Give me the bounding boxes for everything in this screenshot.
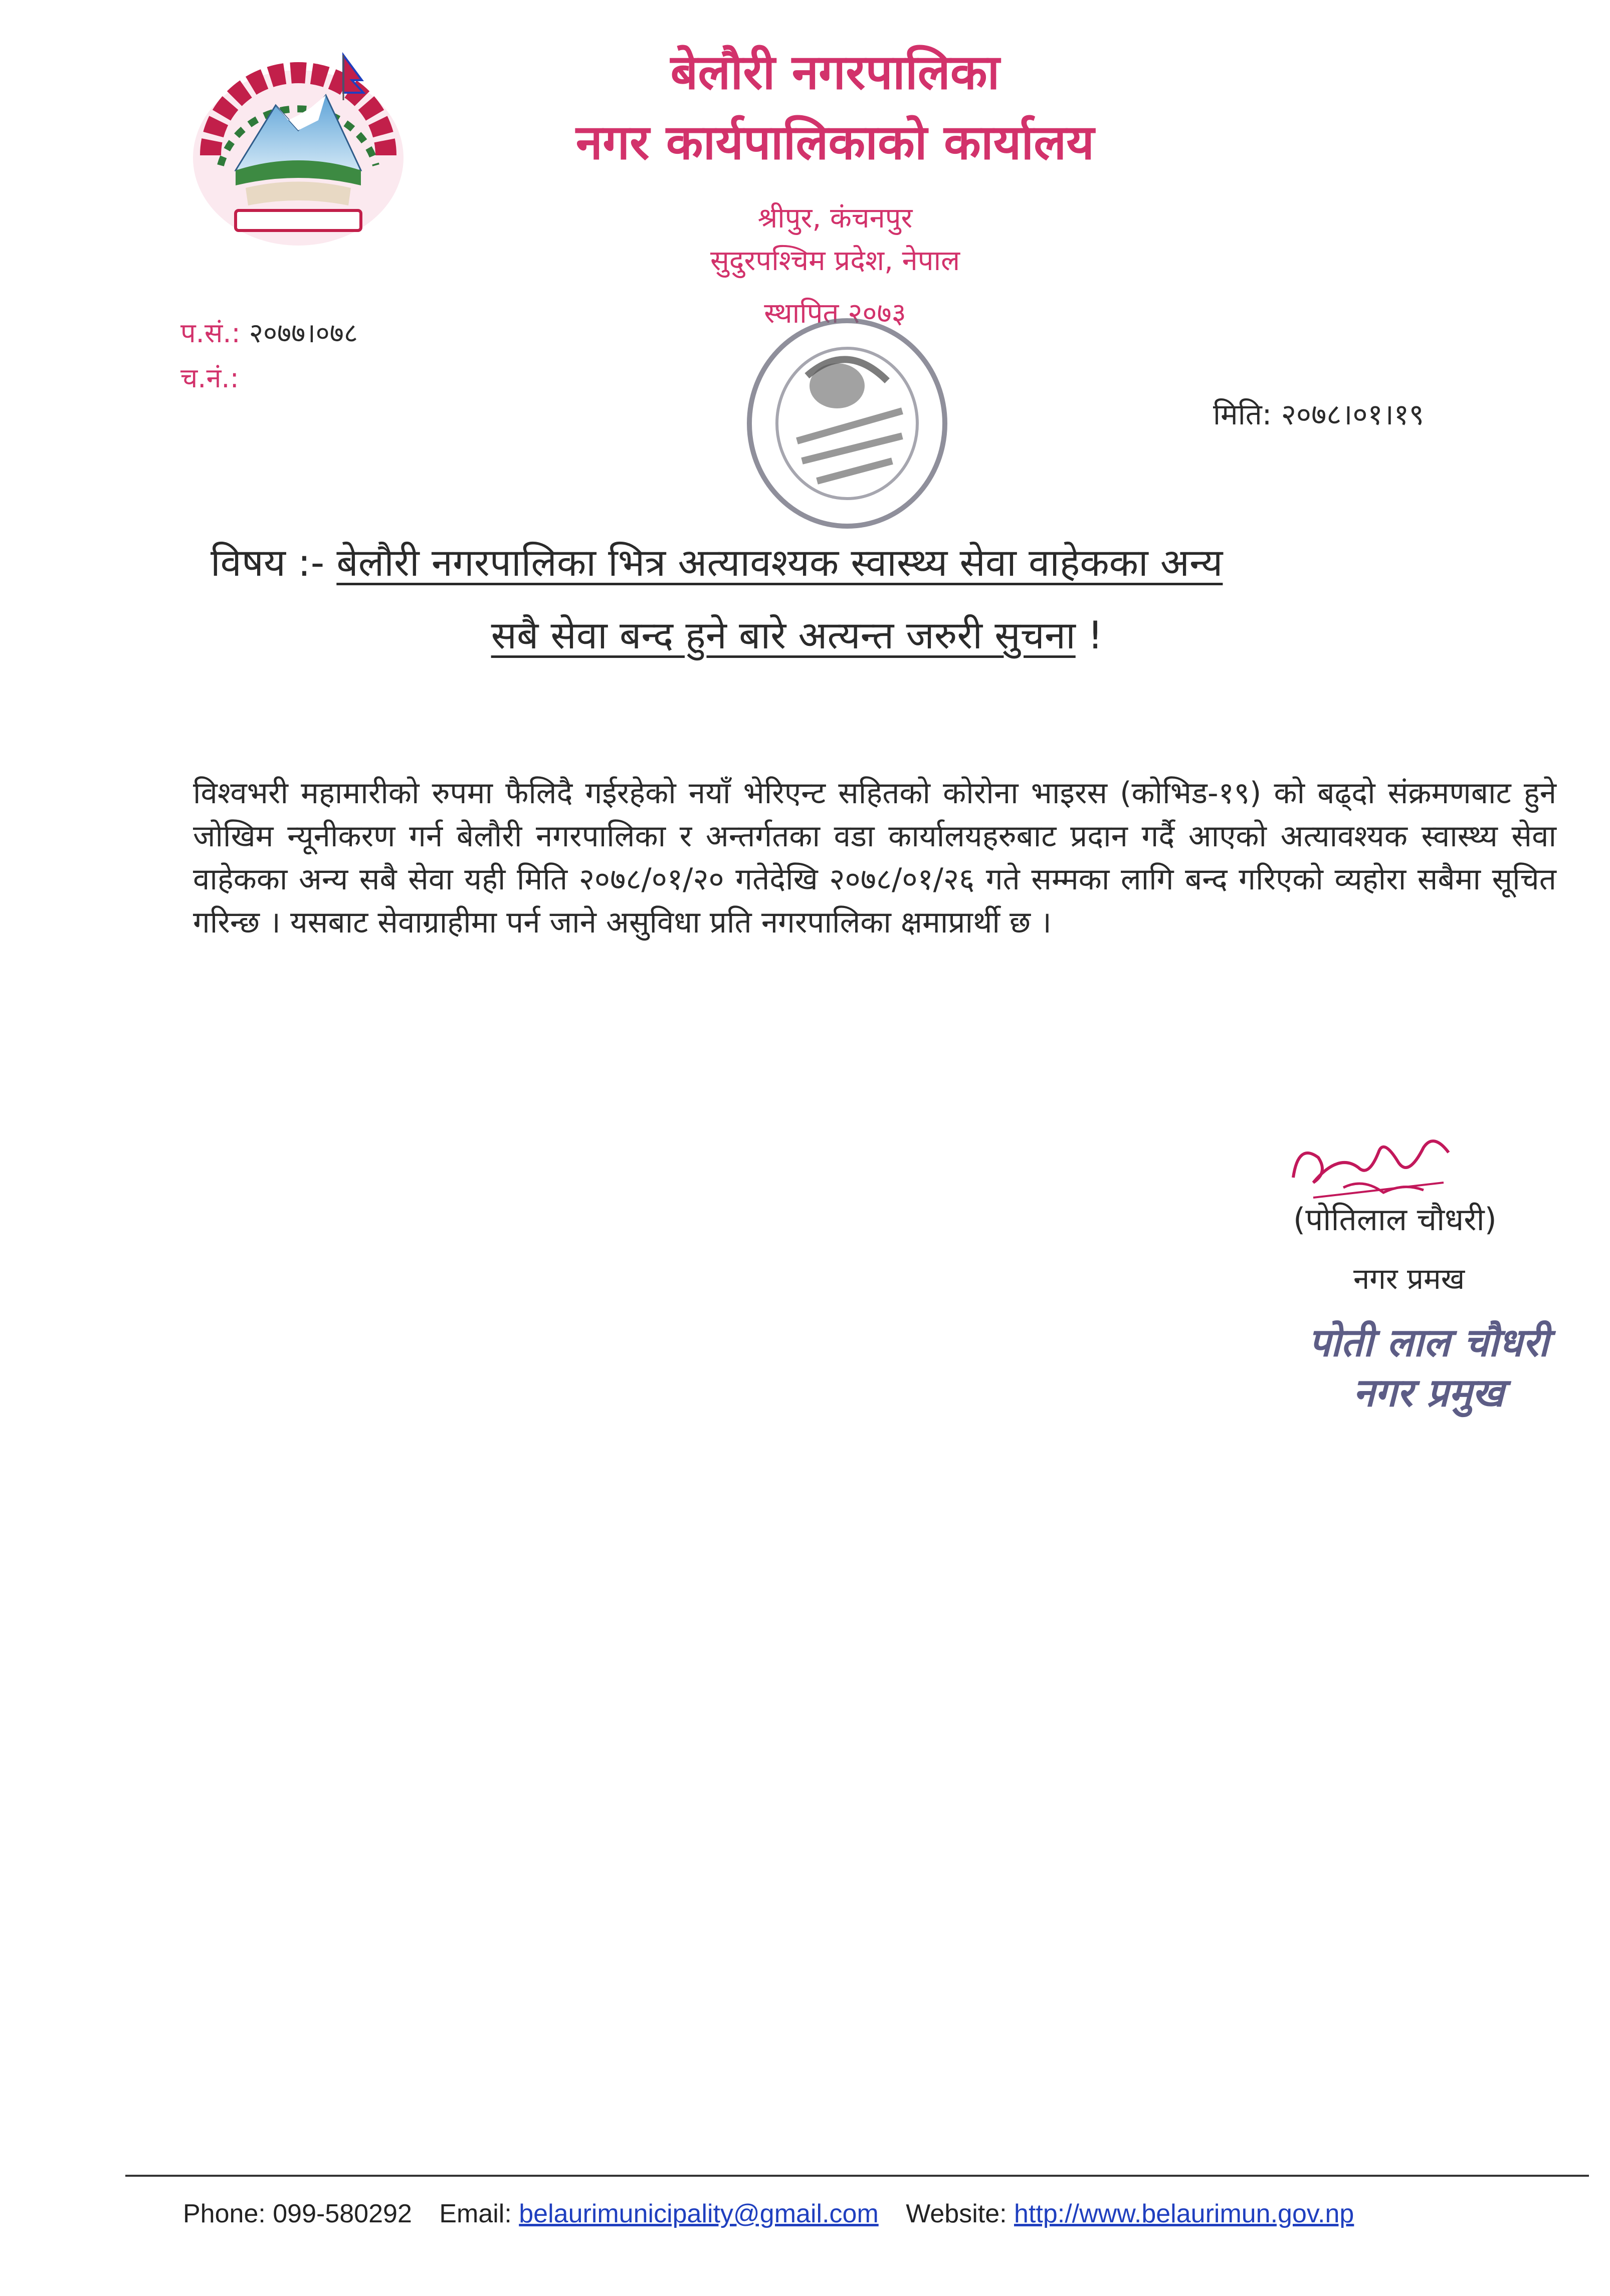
subject-suffix: !: [1075, 613, 1103, 657]
cn-label: च.नं.:: [180, 362, 239, 394]
subject: [211, 526, 1514, 671]
footer-divider: [125, 2175, 1589, 2177]
email-label: Email:: [439, 2199, 512, 2228]
municipality-name: बेलौरी नगरपालिका: [670, 44, 1000, 100]
website-link[interactable]: http://www.belaurimun.gov.np: [1014, 2199, 1354, 2228]
address-line-2: सुदुरपश्चिम प्रदेश, नेपाल: [710, 245, 960, 277]
website-label: Website:: [906, 2199, 1007, 2228]
phone-number: 099-580292: [273, 2199, 412, 2228]
established-year: स्थापित २०७३: [764, 297, 906, 330]
ps-label: प.सं.:: [180, 317, 241, 349]
signatory-title: नगर प्रमख: [1353, 1262, 1465, 1296]
body-paragraph: विश्वभरी महामारीको रुपमा फैलिदै गईरहेको नयाँ भेरिएन्ट सहितको कोरोना भाइरस (कोभिड-१९) को बढ्दो संक्रमणबाट हुने जोखिम न्यूनीकरण गर्न बेलौरी नगरपालिका र अन्तर्गतका वडा कार्यालयहरुबाट प्रदान गर्दै आएको अत्यावश्यक स्वास्थ्य सेवा वाहेकका अन्य सबै सेवा यही मिति २०७८/०१/२० गतेदेखि २०७८/०१/२६ गते सम्मका लागि बन्द गरिएको व्यहोरा सबैमा सूचित गरिन्छ । यसबाट सेवाग्राहीमा पर्न जाने असुविधा प्रति नगरपालिका क्षमाप्रार्थी छ ।: [193, 776, 1556, 940]
name-seal-stamp: [1273, 1318, 1584, 1418]
signatory-name: (पोतिलाल चौधरी): [1293, 1201, 1497, 1238]
seal-title: नगर प्रमुख: [1353, 1370, 1504, 1416]
ps-value: २०७७।०७८: [249, 317, 358, 349]
chalani-number: [180, 358, 239, 395]
subject-prefix: विषय :-: [211, 540, 325, 585]
phone-label: Phone:: [183, 2199, 266, 2228]
email-link[interactable]: belaurimunicipality@gmail.com: [519, 2199, 879, 2228]
address-line-1: श्रीपुर, कंचनपुर: [757, 202, 913, 235]
subject-line-1: बेलौरी नगरपालिका भित्र अत्यावश्यक स्वास्थ्य सेवा वाहेकका अन्य: [336, 540, 1223, 585]
letter-date: मिति: २०७८।०१।१९: [1213, 397, 1425, 431]
seal-name: पोती लाल चौधरी: [1308, 1320, 1549, 1365]
notice-body: [193, 772, 1556, 944]
office-round-stamp: [742, 311, 952, 536]
patra-sankhya: [180, 313, 358, 350]
office-name: नगर कार्यपालिकाको कार्यालय: [575, 114, 1095, 170]
footer-contact: [183, 2199, 1354, 2229]
subject-line-2: सबै सेवा बन्द हुने बारे अत्यन्त जरुरी सुचना: [491, 613, 1076, 657]
